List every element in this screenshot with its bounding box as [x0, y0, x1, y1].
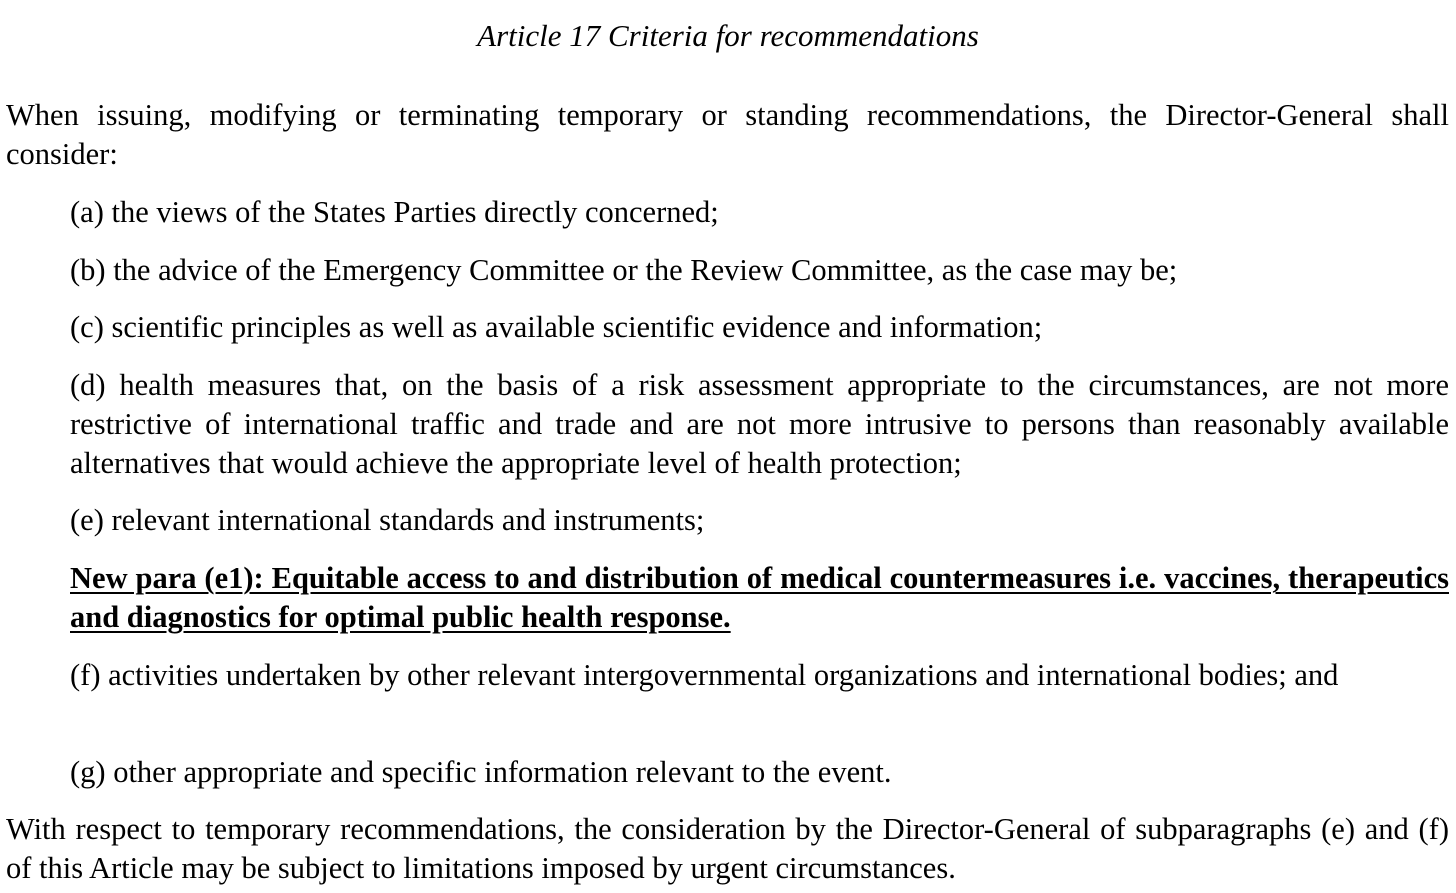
- item-e: (e) relevant international standards and instruments;: [70, 503, 705, 537]
- item-a: (a) the views of the States Parties directly concerned;: [70, 195, 719, 229]
- article-title: Article 17 Criteria for recommendations: [477, 18, 979, 53]
- item-b: (b) the advice of the Emergency Committee or the Review Committee, as the case may be;: [70, 253, 1178, 287]
- item-f: (f) activities undertaken by other relevant intergovernmental organizations and international bodies; and: [70, 658, 1339, 692]
- intro-paragraph: When issuing, modifying or terminating temporary or standing recommendations, the Director-General shall consider:: [6, 98, 1449, 171]
- new-paragraph-e1: New para (e1): Equitable access to and distribution of medical countermeasures i.e. vaccines, therapeutics and diagnostics for optimal public health response.: [70, 561, 1449, 634]
- closing-paragraph: With respect to temporary recommendations, the consideration by the Director-General of subparagraphs (e) and (f) of this Article may be subject to limitations imposed by urgent circumstances.: [6, 812, 1449, 885]
- item-d: (d) health measures that, on the basis of a risk assessment appropriate to the circumstances, are not more restrictive of international traffic and trade and are not more intrusive to persons than reasonably available alternatives that would achieve the appropriate level of health protection;: [70, 368, 1449, 480]
- item-g: (g) other appropriate and specific information relevant to the event.: [70, 755, 892, 789]
- item-c: (c) scientific principles as well as available scientific evidence and information;: [70, 310, 1043, 344]
